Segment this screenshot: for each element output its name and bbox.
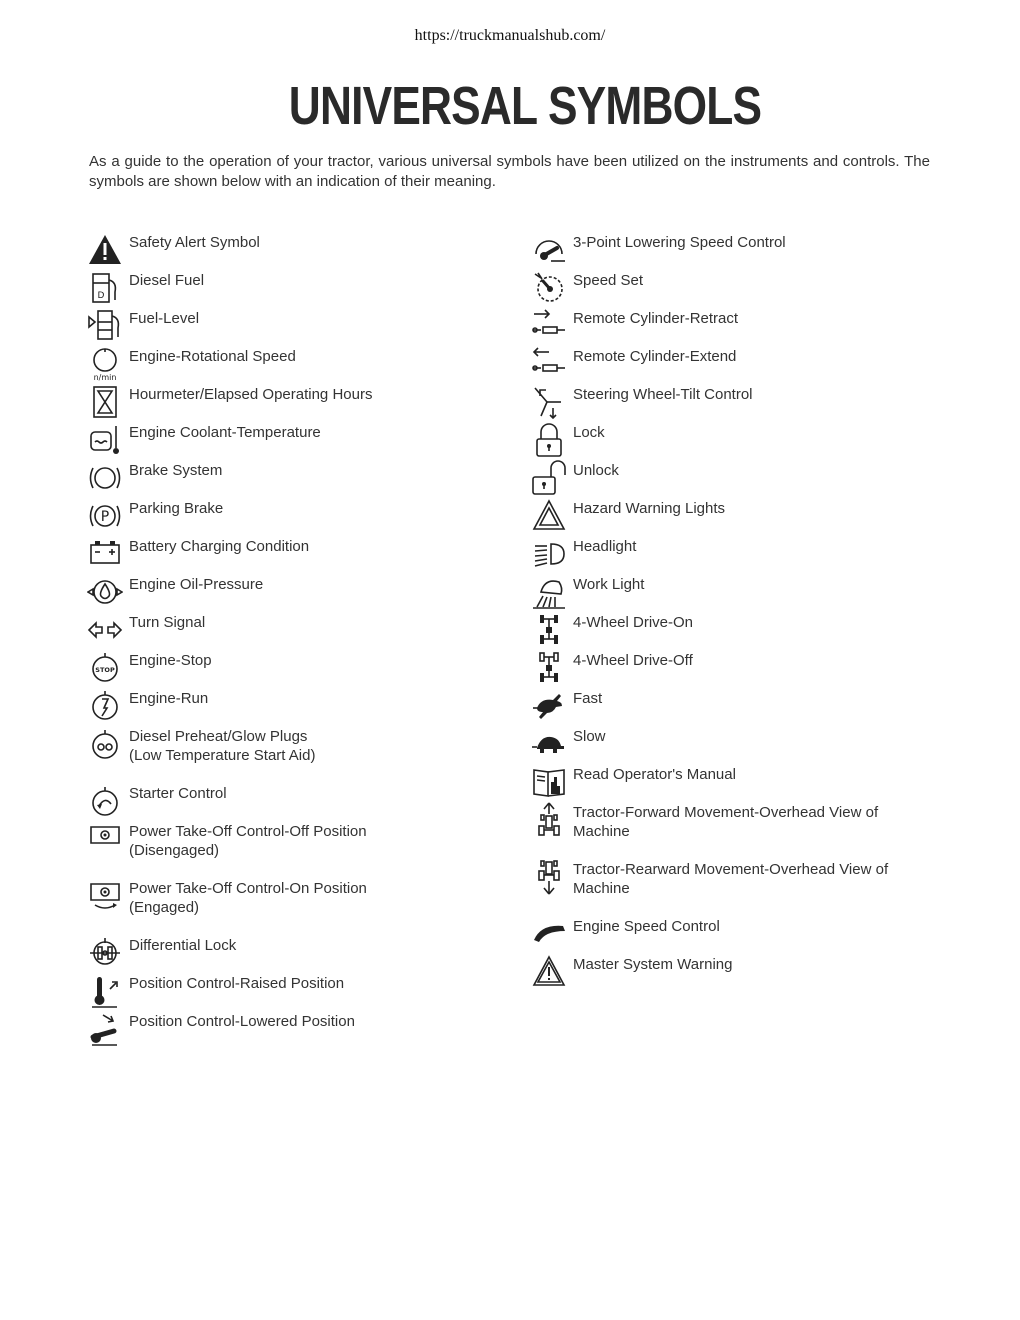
symbol-label: Speed Set bbox=[573, 272, 644, 289]
symbol-row bbox=[531, 726, 931, 764]
symbol-label: Slow bbox=[573, 728, 606, 745]
symbol-label: Position Control-Raised Position bbox=[129, 975, 345, 992]
symbol-row bbox=[531, 460, 931, 498]
work-light-icon bbox=[531, 574, 567, 610]
lock-icon bbox=[531, 422, 567, 458]
symbols-right-column bbox=[531, 232, 931, 992]
symbol-row bbox=[87, 688, 487, 726]
rabbit-icon bbox=[531, 688, 567, 724]
symbol-label: Safety Alert Symbol bbox=[129, 234, 260, 251]
symbol-row bbox=[531, 232, 931, 270]
symbol-row bbox=[87, 460, 487, 498]
intro-paragraph: As a guide to the operation of your tractor, various universal symbols have been utilized on the instruments and controls. The symbols are shown below with an indication of their meaning. bbox=[89, 153, 930, 190]
coolant-temperature-icon bbox=[87, 422, 123, 458]
symbol-row bbox=[87, 536, 487, 574]
symbols-left-column bbox=[87, 232, 487, 1049]
engine-rpm-unit: n/min bbox=[93, 373, 117, 382]
brake-system-icon bbox=[87, 460, 123, 496]
battery-icon bbox=[87, 536, 123, 572]
master-warning-icon bbox=[531, 954, 567, 990]
symbol-label: Headlight bbox=[573, 538, 637, 555]
hourglass-icon bbox=[87, 384, 123, 420]
turtle-icon bbox=[531, 726, 567, 762]
symbol-row bbox=[87, 422, 487, 460]
headlight-icon bbox=[531, 536, 567, 572]
symbol-row bbox=[531, 536, 931, 574]
symbol-label: Hazard Warning Lights bbox=[573, 500, 726, 517]
symbol-label: Fast bbox=[573, 690, 603, 707]
symbol-row bbox=[531, 859, 931, 916]
parking-brake-letter: P bbox=[100, 509, 110, 525]
symbol-label: Fuel-Level bbox=[129, 310, 200, 327]
symbol-label: Lock bbox=[573, 424, 605, 441]
4wd-off-icon bbox=[531, 650, 567, 686]
manual-icon bbox=[531, 764, 567, 800]
symbol-row bbox=[531, 384, 931, 422]
symbol-row bbox=[531, 308, 931, 346]
symbol-row bbox=[531, 498, 931, 536]
symbol-label: Position Control-Lowered Position bbox=[129, 1013, 355, 1030]
symbol-row bbox=[531, 270, 931, 308]
differential-lock-icon bbox=[87, 935, 123, 971]
symbol-row bbox=[531, 346, 931, 384]
symbol-row bbox=[87, 726, 487, 783]
symbol-label: Tractor-Forward Movement-Overhead View of Machine bbox=[573, 804, 879, 840]
position-raised-icon bbox=[87, 973, 123, 1009]
symbol-row bbox=[87, 973, 487, 1011]
symbol-row bbox=[531, 802, 931, 859]
symbol-label: 3-Point Lowering Speed Control bbox=[573, 234, 786, 251]
symbol-label: 4-Wheel Drive-Off bbox=[573, 652, 693, 669]
fuel-level-icon bbox=[87, 308, 123, 344]
symbol-label: 4-Wheel Drive-On bbox=[573, 614, 694, 631]
symbol-label: Steering Wheel-Tilt Control bbox=[573, 386, 753, 403]
symbol-row bbox=[531, 422, 931, 460]
symbol-row bbox=[87, 650, 487, 688]
symbol-row bbox=[87, 574, 487, 612]
starter-control-icon bbox=[87, 783, 123, 819]
symbol-row bbox=[87, 308, 487, 346]
symbol-row bbox=[531, 574, 931, 612]
symbol-row bbox=[87, 612, 487, 650]
symbol-row bbox=[531, 612, 931, 650]
symbol-label: Diesel Fuel bbox=[129, 272, 205, 289]
engine-run-icon bbox=[87, 688, 123, 724]
symbol-label: Tractor-Rearward Movement-Overhead View of Machine bbox=[573, 861, 889, 897]
position-lowered-icon bbox=[87, 1011, 123, 1047]
symbol-row bbox=[531, 688, 931, 726]
symbol-row bbox=[87, 346, 487, 384]
page-title: UNIVERSAL SYMBOLS bbox=[288, 76, 762, 136]
symbol-label: Read Operator's Manual bbox=[573, 766, 736, 783]
symbol-row bbox=[87, 232, 487, 270]
symbol-label: Diesel Preheat/Glow Plugs (Low Temperature Start Aid) bbox=[129, 728, 316, 764]
glow-plug-icon bbox=[87, 726, 123, 762]
cylinder-retract-icon bbox=[531, 308, 567, 344]
symbol-label: Engine Speed Control bbox=[573, 918, 720, 935]
engine-stop-text: STOP bbox=[95, 666, 115, 674]
symbol-label: Unlock bbox=[573, 462, 619, 479]
pto-on-icon bbox=[87, 878, 123, 914]
symbol-label: Parking Brake bbox=[129, 500, 224, 517]
symbol-label: Master System Warning bbox=[573, 956, 733, 973]
symbol-label: Engine Coolant-Temperature bbox=[129, 424, 321, 441]
steering-tilt-icon bbox=[531, 384, 567, 420]
symbol-row bbox=[531, 650, 931, 688]
symbol-label: Differential Lock bbox=[129, 937, 237, 954]
cylinder-extend-icon bbox=[531, 346, 567, 382]
symbol-label: Battery Charging Condition bbox=[129, 538, 310, 555]
symbol-label: Power Take-Off Control-On Position (Engaged) bbox=[129, 880, 367, 916]
symbol-row bbox=[531, 764, 931, 802]
symbol-row bbox=[87, 821, 487, 878]
engine-stop-icon bbox=[87, 650, 123, 686]
symbol-row bbox=[87, 878, 487, 935]
page-url: https://truckmanualshub.com/ bbox=[414, 27, 606, 44]
pto-off-icon bbox=[87, 821, 123, 857]
symbol-row bbox=[87, 270, 487, 308]
4wd-on-icon bbox=[531, 612, 567, 648]
symbol-label: Engine Oil-Pressure bbox=[129, 576, 264, 593]
unlock-icon bbox=[531, 460, 567, 496]
symbol-label: Engine-Run bbox=[129, 690, 209, 707]
oil-pressure-icon bbox=[87, 574, 123, 610]
symbol-row bbox=[87, 498, 487, 536]
symbol-row bbox=[87, 783, 487, 821]
symbol-label: Brake System bbox=[129, 462, 223, 479]
symbol-label: Remote Cylinder-Extend bbox=[573, 348, 737, 365]
symbol-label: Turn Signal bbox=[129, 614, 206, 631]
symbol-row bbox=[87, 935, 487, 973]
symbol-label: Hourmeter/Elapsed Operating Hours bbox=[129, 386, 373, 403]
engine-speed-control-icon bbox=[531, 916, 567, 952]
engine-rpm-icon bbox=[87, 346, 123, 382]
diesel-fuel-icon bbox=[87, 270, 123, 306]
svg-text:D: D bbox=[97, 291, 105, 301]
turn-signal-icon bbox=[87, 612, 123, 648]
tractor-forward-icon bbox=[531, 802, 567, 838]
symbol-row bbox=[531, 916, 931, 954]
symbol-row bbox=[87, 384, 487, 422]
symbol-label: Remote Cylinder-Retract bbox=[573, 310, 739, 327]
symbol-label: Starter Control bbox=[129, 785, 227, 802]
parking-brake-icon bbox=[87, 498, 123, 534]
speed-set-icon bbox=[531, 270, 567, 306]
symbol-row bbox=[531, 954, 931, 992]
hazard-icon bbox=[531, 498, 567, 534]
symbol-label: Power Take-Off Control-Off Position (Disengaged) bbox=[129, 823, 367, 859]
symbol-label: Engine-Rotational Speed bbox=[129, 348, 296, 365]
symbol-label: Work Light bbox=[573, 576, 645, 593]
symbol-row bbox=[87, 1011, 487, 1049]
tractor-rearward-icon bbox=[531, 859, 567, 895]
lowering-speed-icon bbox=[531, 232, 567, 268]
safety-alert-icon bbox=[87, 232, 123, 268]
symbol-label: Engine-Stop bbox=[129, 652, 212, 669]
